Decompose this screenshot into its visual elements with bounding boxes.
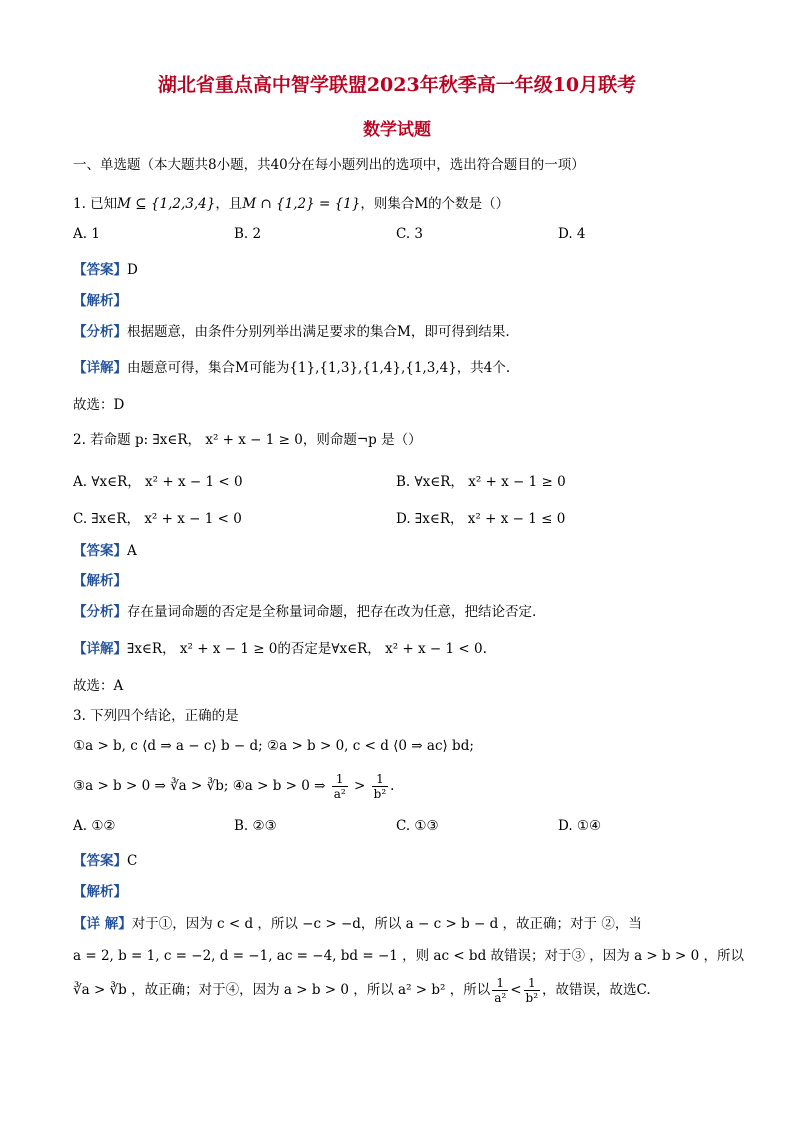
fraction-1-over-a2: $\frac{1}{\text{a²}}$ [494,976,507,1005]
q2-option-b: B. ∀x∈R， x² + x − 1 ≥ 0 [396,474,566,490]
q1-stem: 1. 已知M ⊆ {1,2,3,4}，且M ∩ {1,2} = {1}，则集合M的个数是（） [73,196,510,212]
q3-option-d: D. ①④ [558,818,602,834]
q1-answer: 【答案】D [73,262,138,278]
fraction-1-over-b2: $\frac{1}{\text{b²}}$ [525,976,539,1005]
q2-fenxi: 【分析】存在量词命题的否定是全称量词命题，把存在改为任意，把结论否定. [73,604,537,620]
q3-detail-line-2: a = 2, b = 1, c = −2, d = −1, ac = −4, bd = −1 ，则 ac < bd 故错误；对于③ ，因为 a > b > 0 ，所以 [73,948,744,964]
q1-option-d: D. 4 [558,226,586,242]
q2-xiangjie: 【详解】∃x∈R， x² + x − 1 ≥ 0的否定是∀x∈R， x² + x − 1 < 0. [73,641,487,657]
q3-answer: 【答案】C [73,853,138,869]
q2-option-c: C. ∃x∈R， x² + x − 1 < 0 [73,511,242,527]
q3-stem: 3. 下列四个结论，正确的是 [73,708,239,724]
q3-option-b: B. ②③ [234,818,277,834]
fraction-1-over-a2: $\frac{1}{\text{a²}}$ [333,772,346,801]
q3-analysis-label: 【解析】 [73,884,127,900]
section-heading: 一、单选题（本大题共8小题，共40分在每小题列出的选项中，选出符合题目的一项） [73,157,585,173]
q3-option-c: C. ①③ [396,818,439,834]
q1-xiangjie: 【详解】由题意可得，集合M可能为{1},{1,3},{1,4},{1,3,4}，共4个. [73,360,511,376]
q2-stem: 2. 若命题 p: ∃x∈R， x² + x − 1 ≥ 0，则命题¬p 是（） [73,432,422,448]
q3-detail-line-1: 【详 解】对于①，因为 c < d ，所以 −c > −d，所以 a − c > b − d ，故正确；对于 ②，当 [73,916,642,932]
exam-subtitle: 数学试题 [363,120,431,140]
q1-fenxi: 【分析】根据题意，由条件分别列举出满足要求的集合M，即可得到结果. [73,324,510,340]
q2-answer: 【答案】A [73,543,137,559]
q2-option-a: A. ∀x∈R， x² + x − 1 < 0 [73,474,243,490]
fraction-1-over-b2: $\frac{1}{\text{b²}}$ [373,772,387,801]
q1-option-a: A. 1 [73,226,100,242]
q2-conclusion: 故选：A [73,678,124,694]
q1-conclusion: 故选：D [73,397,125,413]
q1-analysis-label: 【解析】 [73,293,127,309]
q3-detail-line-3: ∛a > ∛b ，故正确；对于④，因为 a > b > 0 ，所以 a² > b² ，所以 $\frac{1}{\text{a²}}$ < $\frac{1}{\text{b²}}$ ，故错误，故选C. [73,976,651,1005]
q3-item-3-4: ③a > b > 0 ⇒ ∛a > ∛b; ④a > b > 0 ⇒ $\frac{1}{\text{a²}}$ > $\frac{1}{\text{b²}}$ . [73,772,395,801]
exam-title: 湖北省重点高中智学联盟2023年秋季高一年级10月联考 [157,74,637,96]
q1-option-b: B. 2 [234,226,262,242]
q3-item-1-2: ①a > b, c ⟨d ⇒ a − c⟩ b − d; ②a > b > 0, c < d ⟨0 ⇒ ac⟩ bd; [73,738,474,754]
q2-analysis-label: 【解析】 [73,573,127,589]
q1-option-c: C. 3 [396,226,424,242]
q2-option-d: D. ∃x∈R， x² + x − 1 ≤ 0 [396,511,566,527]
q3-option-a: A. ①② [73,818,116,834]
